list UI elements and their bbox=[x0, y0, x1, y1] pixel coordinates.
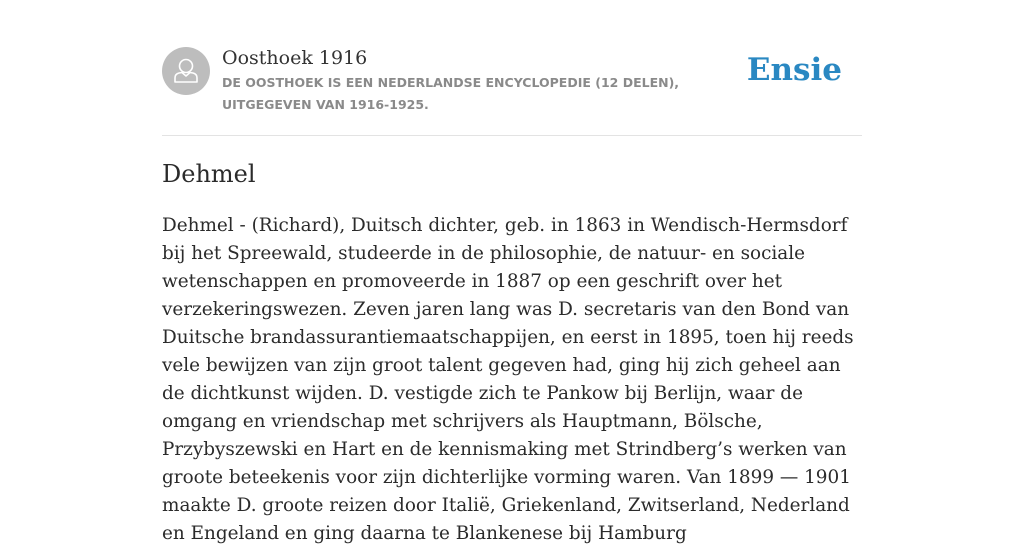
source-description: DE OOSTHOEK IS EEN NEDERLANDSE ENCYCLOPEDIE (12 DELEN), UITGEGEVEN VAN 1916-1925. bbox=[222, 75, 680, 112]
entry-body: Dehmel - (Richard), Duitsch dichter, geb. in 1863 in Wendisch-Hermsdorf bij het Spreewald, studeerde in de philosophie, de natuur- en sociale wetenschappen en promoveerde in 1887 op een geschrift over het verzekeringswezen. Zeven jaren lang was D. secretaris van den Bond van Duitsche brandassurantiemaatschappijen, en eerst in 1895, toen hij reeds vele bewijzen van zijn groot talent gegeven had, ging hij zich geheel aan de dichtkunst wijden. D. vestigde zich te Pankow bij Berlijn, waar de omgang en vriendschap met schrijvers als Hauptmann, Bölsche, Przybyszewski en Hart en de kennismaking met Strindberg’s werken van groote beteekenis voor zijn dichterlijke vorming waren. Van 1899 — 1901 maakte D. groote reizen door Italië, Griekenland, Zwitserland, Nederland en Engeland en ging daarna te Blankenese bij Hamburg bbox=[162, 215, 854, 544]
brand-logo[interactable]: Ensie bbox=[746, 52, 842, 88]
source-header bbox=[162, 46, 862, 118]
avatar bbox=[162, 47, 210, 95]
entry-title: Dehmel bbox=[162, 160, 256, 188]
divider bbox=[162, 135, 862, 136]
user-icon bbox=[162, 47, 210, 95]
source-title[interactable]: Oosthoek 1916 bbox=[222, 47, 368, 69]
